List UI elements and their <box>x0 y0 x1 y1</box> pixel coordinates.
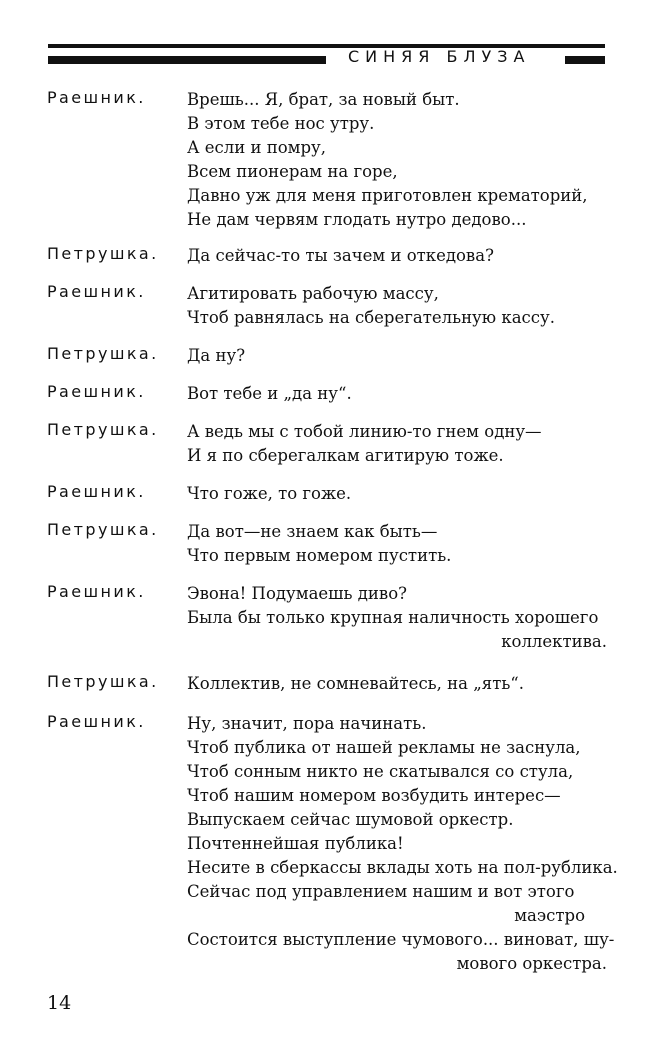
speech-line: Чтоб равнялась на сберегательную кассу. <box>187 308 555 327</box>
speech-lines <box>187 520 607 568</box>
speech-line: Что гоже, то гоже. <box>187 484 352 503</box>
header-title: СИНЯЯ БЛУЗА <box>348 47 531 66</box>
speech-line: Чтоб публика от нашей рекламы не заснула, <box>187 738 581 757</box>
speech-line: Выпускаем сейчас шумовой оркестр. <box>187 810 514 829</box>
speech-line: Ну, значит, пора начинать. <box>187 714 427 733</box>
speaker-name: Раешник. <box>47 88 146 107</box>
speaker-name: Раешник. <box>47 282 146 301</box>
page-number: 14 <box>47 992 72 1014</box>
speaker-name: Петрушка. <box>47 420 159 439</box>
speech-line: Была бы только крупная наличность хорошего <box>187 608 599 627</box>
speech-lines <box>187 582 607 654</box>
speech-line: Давно уж для меня приготовлен крематорий, <box>187 186 588 205</box>
speech-lines <box>187 88 607 232</box>
speaker-name: Раешник. <box>47 712 146 731</box>
speech-line: Вот тебе и „да ну“. <box>187 384 352 403</box>
speech-lines <box>187 244 607 268</box>
speech-line: А если и помру, <box>187 138 326 157</box>
speech-lines <box>187 672 607 696</box>
speech-line: Состоится выступление чумового... виноват, шу- <box>187 930 615 949</box>
speech-line: Агитировать рабочую массу, <box>187 284 439 303</box>
speech-line: Чтоб нашим номером возбудить интерес— <box>187 786 561 805</box>
speech-line: Коллектив, не сомневайтесь, на „ять“. <box>187 674 524 693</box>
speech-line: Да сейчас-то ты зачем и откедова? <box>187 246 494 265</box>
speech-line: Почтеннейшая публика! <box>187 834 404 853</box>
speech-lines <box>187 482 607 506</box>
speaker-name: Петрушка. <box>47 672 159 691</box>
speech-line: Всем пионерам на горе, <box>187 162 398 181</box>
speech-lines <box>187 282 607 330</box>
speech-lines <box>187 712 618 976</box>
speech-line: Несите в сберкассы вклады хоть на пол-рублика. <box>187 858 618 877</box>
speech-line: Да ну? <box>187 346 246 365</box>
speech-line: Что первым номером пустить. <box>187 546 452 565</box>
speech-line: Врешь... Я, брат, за новый быт. <box>187 90 460 109</box>
speech-line: Чтоб сонным никто не скатывался со стула, <box>187 762 574 781</box>
speech-lines <box>187 420 607 468</box>
speaker-name: Петрушка. <box>47 244 159 263</box>
speech-line: В этом тебе нос утру. <box>187 114 375 133</box>
speech-lines <box>187 382 607 406</box>
speaker-name: Раешник. <box>47 582 146 601</box>
speech-line: И я по сберегалкам агитирую тоже. <box>187 446 504 465</box>
speaker-name: Раешник. <box>47 382 146 401</box>
speech-line: Да вот—не знаем как быть— <box>187 522 438 541</box>
speech-line: Эвона! Подумаешь диво? <box>187 584 407 603</box>
speaker-name: Раешник. <box>47 482 146 501</box>
speech-line: мового оркестра. <box>456 954 607 973</box>
speaker-name: Петрушка. <box>47 520 159 539</box>
speech-line: Не дам червям глодать нутро дедово... <box>187 210 527 229</box>
speech-line: Сейчас под управлением нашим и вот этого <box>187 882 575 901</box>
speaker-name: Петрушка. <box>47 344 159 363</box>
speech-line: А ведь мы с тобой линию-то гнем одну— <box>187 422 542 441</box>
speech-line: коллектива. <box>501 632 607 651</box>
speech-line: маэстро <box>514 906 585 925</box>
speech-lines <box>187 344 607 368</box>
